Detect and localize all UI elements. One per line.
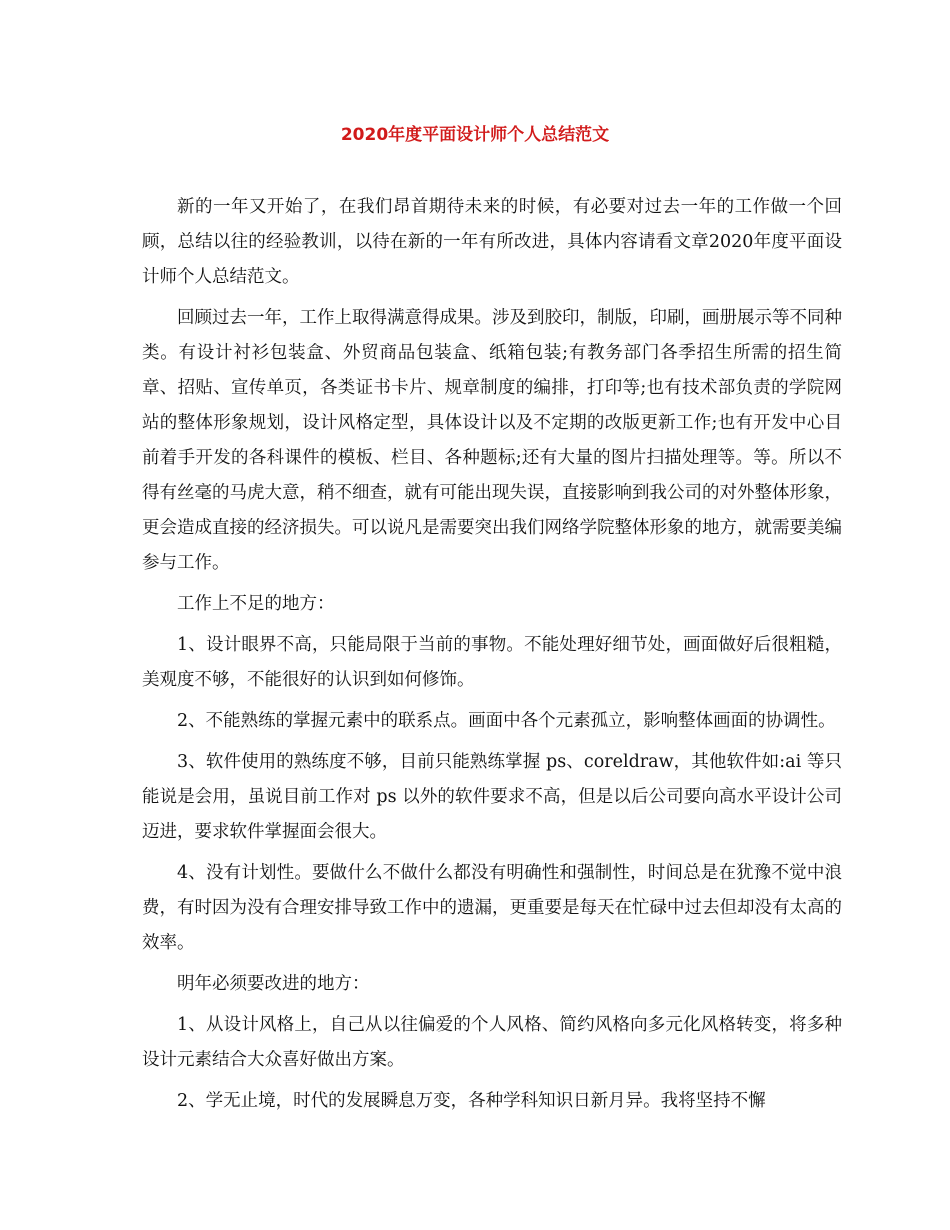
paragraph-shortcoming-3: 3、软件使用的熟练度不够，目前只能熟练掌握 ps、coreldraw，其他软件如:ai 等只能说是会用，虽说目前工作对 ps 以外的软件要求不高，但是以后公司要向高水平设计公司迈进，要求软件掌握面会很大。 <box>142 752 842 842</box>
paragraph-review: 回顾过去一年，工作上取得满意得成果。涉及到胶印，制版，印刷，画册展示等不同种类。有设计衬衫包装盒、外贸商品包装盒、纸箱包装;有教务部门各季招生所需的招生简章、招贴、宣传单页，各类证书卡片、规章制度的编排，打印等;也有技术部负责的学院网站的整体形象规划，设计风格定型，具体设计以及不定期的改版更新工作;也有开发中心目前着手开发的各科课件的模板、栏目、各种题标;还有大量的图片扫描处理等。等。所以不得有丝毫的马虎大意，稍不细查，就有可能出现失误，直接影响到我公司的对外整体形象，更会造成直接的经济损失。可以说凡是需要突出我们网络学院整体形象的地方，就需要美编参与工作。 <box>142 308 842 573</box>
paragraph-intro: 新的一年又开始了，在我们昂首期待未来的时候，有必要对过去一年的工作做一个回顾，总结以往的经验教训，以待在新的一年有所改进，具体内容请看文章2020年度平面设计师个人总结范文。 <box>142 197 842 287</box>
paragraph-improvement-1: 1、从设计风格上，自己从以往偏爱的个人风格、简约风格向多元化风格转变，将多种设计元素结合大众喜好做出方案。 <box>142 1015 842 1070</box>
document-body <box>142 190 842 1125</box>
paragraph-shortcoming-2: 2、不能熟练的掌握元素中的联系点。画面中各个元素孤立，影响整体画面的协调性。 <box>177 711 836 731</box>
paragraph-improvements-heading: 明年必须要改进的地方： <box>177 974 370 994</box>
paragraph-shortcoming-1: 1、设计眼界不高，只能局限于当前的事物。不能处理好细节处，画面做好后很粗糙，美观度不够，不能很好的认识到如何修饰。 <box>142 635 842 690</box>
document-title: 2020年度平面设计师个人总结范文 <box>340 125 610 145</box>
paragraph-shortcomings-heading: 工作上不足的地方： <box>177 594 335 614</box>
paragraph-shortcoming-4: 4、没有计划性。要做什么不做什么都没有明确性和强制性，时间总是在犹豫不觉中浪费，有时因为没有合理安排导致工作中的遗漏，更重要是每天在忙碌中过去但却没有太高的效率。 <box>142 863 842 953</box>
paragraph-improvement-2: 2、学无止境，时代的发展瞬息万变，各种学科知识日新月异。我将坚持不懈 <box>177 1091 766 1111</box>
